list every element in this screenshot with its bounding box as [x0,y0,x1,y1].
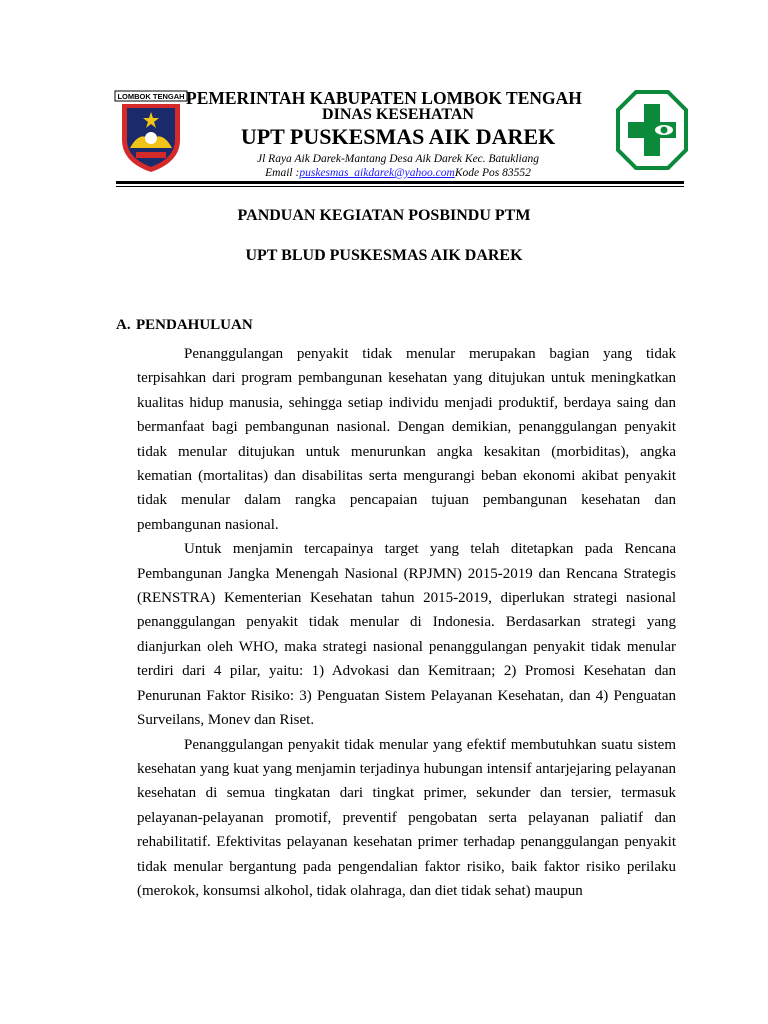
puskesmas-cross-icon [616,90,688,170]
header-government: PEMERINTAH KABUPATEN LOMBOK TENGAH [186,88,582,108]
header-institution: UPT PUSKESMAS AIK DAREK [240,124,556,149]
header-divider-thick [116,181,684,184]
header-divider-thin [116,186,684,187]
paragraph: Untuk menjamin tercapainya target yang telah ditetapkan pada Rencana Pembangunan Jangka Menengah Nasional (RPJMN) 2015-2019 dan Rencana Strategis (RENSTRA) Kementerian Kesehatan tahun 2015-2019, diperlukan strategi nasional penanggulangan penyakit tidak menular di Indonesia. Berdasarkan strategi yang dianjurkan oleh WHO, maka strategi nasional penanggulangan penyakit tidak menular terdiri dari 4 pilar, yaitu: 1) Advokasi dan Kemitraan; 2) Promosi Kesehatan dan Penurunan Faktor Risiko: 3) Penguatan Sistem Pelayanan Kesehatan, dan 4) Penguatan Surveilans, Monev dan Riset. [137,541,676,729]
header-department: DINAS KESEHATAN [322,106,474,123]
section-number: A. [116,317,131,333]
postal-code: Kode Pos 83552 [454,167,531,179]
header-contact [142,167,654,179]
emblem-caption: LOMBOK TENGAH [117,92,185,101]
email-label: Email : [265,167,300,179]
email-link[interactable]: puskesmas_aikdarek@yahoo.com [299,167,455,179]
paragraph: Penanggulangan penyakit tidak menular yang efektif membutuhkan suatu sistem kesehatan yang kuat yang menjamin terjadinya hubungan intensif antarjejaring pelayanan kesehatan di semua tingkatan dari tingkat primer, sekunder dan tersier, termasuk pelayanan-pelayanan promotif, preventif pengobatan serta pelayanan paliatif dan rehabilitatif. Efektivitas pelayanan kesehatan primer terhadap penanggulangan penyakit tidak menular bergantung pada pengendalian faktor risiko, baik faktor risiko perilaku (merokok, konsumsi alkohol, tidak olahraga, dan diet tidak sehat) maupun [137,736,676,899]
section-title: PENDAHULUAN [136,317,253,333]
paragraph: Penanggulangan penyakit tidak menular merupakan bagian yang tidak terpisahkan dari program pembangunan kesehatan yang ditujukan untuk meningkatkan kualitas hidup manusia, sehingga setiap individu menjadi produktif, berdaya saing dan bermanfaat bagi pembangunan nasional. Dengan demikian, penanggulangan penyakit tidak menular ditujukan untuk menurunkan angka kesakitan (morbiditas), angka kematian (mortalitas) dan disabilitas serta mengurangi beban ekonomi akibat penyakit tidak menular dalam rangka pencapaian tujuan pembangunan kesehatan dan pembangunan nasional. [137,346,676,533]
section-heading [116,317,253,334]
document-title: PANDUAN KEGIATAN POSBINDU PTM [237,207,531,224]
header-address: Jl Raya Aik Darek-Mantang Desa Aik Darek Kec. Batukliang [257,153,539,165]
section-body [137,342,676,903]
document-subtitle: UPT BLUD PUSKESMAS AIK DAREK [245,247,523,264]
